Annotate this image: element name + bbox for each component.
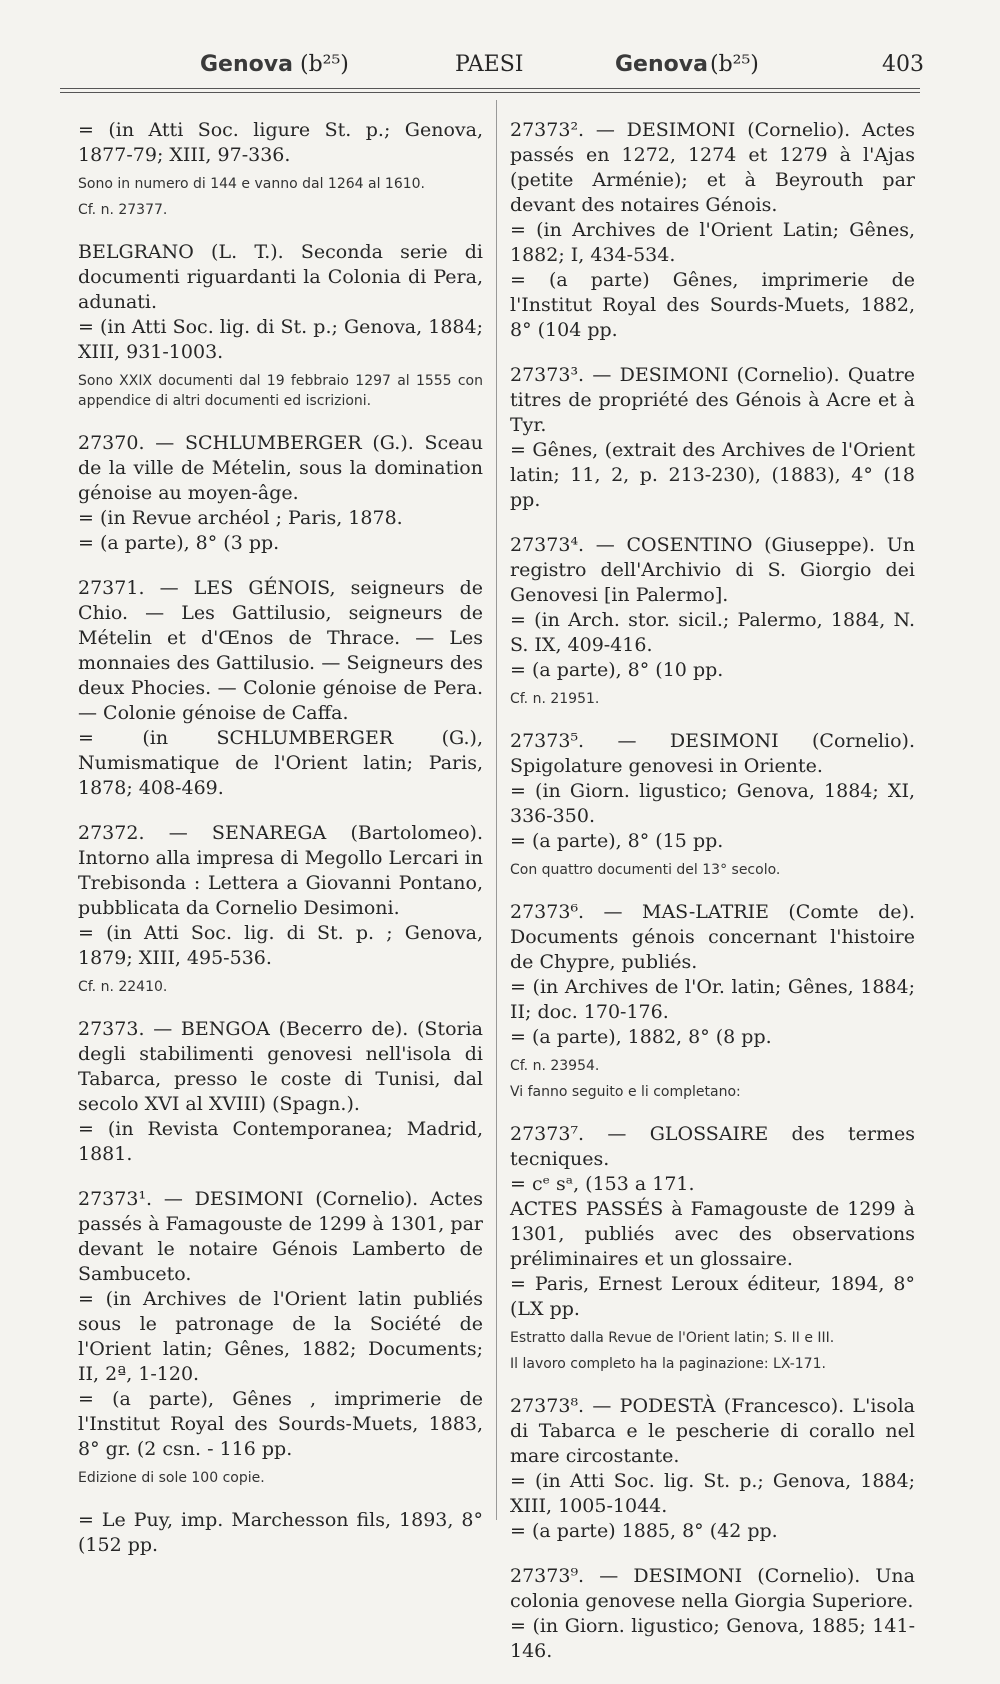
bibliography-entry [78, 1508, 483, 1558]
bibliography-entry [78, 118, 483, 220]
running-header [60, 52, 924, 82]
entry-note: Cf. n. 21951. [510, 691, 600, 707]
entry-line: = Paris, Ernest Leroux éditeur, 1894, 8° (LX pp. [510, 1273, 915, 1320]
bibliography-entry [78, 576, 483, 801]
entry-line: = (in Atti Soc. lig. St. p.; Genova, 1884; XIII, 1005-1044. [510, 1470, 915, 1517]
entry-line: = (in Archives de l'Or. latin; Gênes, 1884; II; doc. 170-176. [510, 976, 915, 1023]
entry-line: = cᵉ sᵃ, (153 a 171. [510, 1173, 695, 1195]
header-rule-2 [60, 92, 920, 93]
bibliography-entry [78, 1017, 483, 1167]
entry-line: = (in Giorn. ligustico; Genova, 1884; XI, 336-350. [510, 780, 915, 827]
entry-line: 27373¹. — DESIMONI (Cornelio). Actes passés à Famagouste de 1299 à 1301, par devant le notaire Génois Lamberto de Sambuceto. [78, 1188, 483, 1285]
entry-line: 27373. — BENGOA (Becerro de). (Storia degli stabilimenti genovesi nell'isola di Tabarca, presso le coste di Tunisi, dal secolo XVI al XVIII) (Spagn.). [78, 1018, 483, 1115]
entry-line: = (in Archives de l'Orient Latin; Gênes, 1882; I, 434-534. [510, 219, 915, 266]
entry-line: = (a parte), Gênes , imprimerie de l'Institut Royal des Sourds-Muets, 1883, 8° gr. (2 csn. - 116 pp. [78, 1388, 483, 1460]
entry-note: Sono XXIX documenti dal 19 febbraio 1297 al 1555 con appendice di altri documenti ed iscrizioni. [78, 373, 483, 409]
entry-line: 27373⁸. — PODESTÀ (Francesco). L'isola di Tabarca e le pescherie di corallo nel mare circostante. [510, 1395, 915, 1467]
entry-line: 27371. — LES GÉNOIS, seigneurs de Chio. — Les Gattilusio, seigneurs de Mételin et d'Œnos de Thrace. — Les monnaies des Gattilusio. — Seigneurs des deux Phocies. — Colonie génoise de Pera. — Colonie génoise de Caffa. [78, 577, 483, 724]
header-rule [60, 88, 920, 89]
header-right-title: Genova [615, 52, 708, 77]
bibliography-entry [78, 431, 483, 556]
entry-note: Estratto dalla Revue de l'Orient latin; S. II e III. [510, 1330, 835, 1346]
entry-line: = (a parte) 1885, 8° (42 pp. [510, 1520, 778, 1542]
entry-note: Cf. n. 23954. [510, 1058, 600, 1074]
entry-note: Il lavoro completo ha la paginazione: LX-171. [510, 1356, 826, 1372]
bibliography-entry [510, 118, 915, 343]
bibliography-entry [510, 1394, 915, 1544]
bibliography-entry [78, 821, 483, 997]
bibliography-entry [78, 1187, 483, 1488]
entry-note: Cf. n. 22410. [78, 979, 168, 995]
entry-line: ACTES PASSÉS à Famagouste de 1299 à 1301, publiés avec des observations préliminaires et un glossaire. [510, 1198, 915, 1270]
entry-line: 27373⁵. — DESIMONI (Cornelio). Spigolature genovesi in Oriente. [510, 730, 915, 777]
entry-note: Vi fanno seguito e li completano: [510, 1084, 741, 1100]
entry-line: 27373². — DESIMONI (Cornelio). Actes passés en 1272, 1274 et 1279 à l'Ajas (petite Arménie); et à Beyrouth par devant des notaires Génois. [510, 119, 915, 216]
entry-line: = (in Archives de l'Orient latin publiés sous le patronage de la Société de l'Orient latin; Gênes, 1882; Documents; II, 2ª, 1-120. [78, 1288, 483, 1385]
entry-line: = (in Revista Contemporanea; Madrid, 1881. [78, 1118, 483, 1165]
entry-line: 27370. — SCHLUMBERGER (G.). Sceau de la ville de Mételin, sous la domination génoise au moyen-âge. [78, 432, 483, 504]
entry-line: = (a parte), 8° (3 pp. [78, 532, 280, 554]
entry-line: = Gênes, (extrait des Archives de l'Orient latin; 11, 2, p. 213-230), (1883), 4° (18 pp. [510, 439, 915, 511]
entry-line: BELGRANO (L. T.). Seconda serie di documenti riguardanti la Colonia di Pera, adunati. [78, 241, 483, 313]
entry-note: Sono in numero di 144 e vanno dal 1264 al 1610. [78, 176, 425, 192]
right-column [510, 118, 915, 1684]
header-left-sub: (b²⁵) [300, 52, 349, 77]
bibliography-entry [510, 1564, 915, 1664]
entry-line: 27373³. — DESIMONI (Cornelio). Quatre titres de propriété des Génois à Acre et à Tyr. [510, 364, 915, 436]
column-divider [496, 100, 497, 1520]
entry-line: 27372. — SENAREGA (Bartolomeo). Intorno alla impresa di Megollo Lercari in Trebisonda : Lettera a Giovanni Pontano, pubblicata da Cornelio Desimoni. [78, 822, 483, 919]
header-center: PAESI [455, 52, 524, 77]
header-right-sub: (b²⁵) [710, 52, 759, 77]
entry-line: = (in Atti Soc. ligure St. p.; Genova, 1877-79; XIII, 97-336. [78, 119, 483, 166]
entry-line: = (a parte) Gênes, imprimerie de l'Institut Royal des Sourds-Muets, 1882, 8° (104 pp. [510, 269, 915, 341]
entry-line: = Le Puy, imp. Marchesson fils, 1893, 8° (152 pp. [78, 1509, 483, 1556]
entry-line: = (in Revue archéol ; Paris, 1878. [78, 507, 403, 529]
bibliography-entry [510, 900, 915, 1102]
entry-line: = (in Giorn. ligustico; Genova, 1885; 141-146. [510, 1615, 915, 1662]
entry-line: = (a parte), 1882, 8° (8 pp. [510, 1026, 772, 1048]
entry-line: = (in Atti Soc. lig. di St. p. ; Genova, 1879; XIII, 495-536. [78, 922, 483, 969]
entry-line: 27373⁷. — GLOSSAIRE des termes tecniques. [510, 1123, 915, 1170]
bibliography-entry [510, 1122, 915, 1374]
entry-line: 27373⁹. — DESIMONI (Cornelio). Una colonia genovese nella Giorgia Superiore. [510, 1565, 915, 1612]
entry-note: Con quattro documenti del 13° secolo. [510, 862, 781, 878]
page-number: 403 [882, 52, 924, 77]
bibliography-entry [78, 240, 483, 411]
entry-line: = (in SCHLUMBERGER (G.), Numismatique de l'Orient latin; Paris, 1878; 408-469. [78, 727, 483, 799]
entry-line: 27373⁴. — COSENTINO (Giuseppe). Un registro dell'Archivio di S. Giorgio dei Genovesi [in Palermo]. [510, 534, 915, 606]
entry-line: = (in Atti Soc. lig. di St. p.; Genova, 1884; XIII, 931-1003. [78, 316, 483, 363]
bibliography-entry [510, 363, 915, 513]
bibliography-entry [510, 729, 915, 880]
left-column [78, 118, 483, 1578]
entry-note: Cf. n. 27377. [78, 202, 168, 218]
entry-note: Edizione di sole 100 copie. [78, 1470, 265, 1486]
entry-line: = (a parte), 8° (15 pp. [510, 830, 724, 852]
header-left-title: Genova [200, 52, 293, 77]
entry-line: = (a parte), 8° (10 pp. [510, 659, 724, 681]
entry-line: = (in Arch. stor. sicil.; Palermo, 1884, N. S. IX, 409-416. [510, 609, 915, 656]
bibliography-entry [510, 533, 915, 709]
entry-line: 27373⁶. — MAS-LATRIE (Comte de). Documents génois concernant l'histoire de Chypre, publiés. [510, 901, 915, 973]
